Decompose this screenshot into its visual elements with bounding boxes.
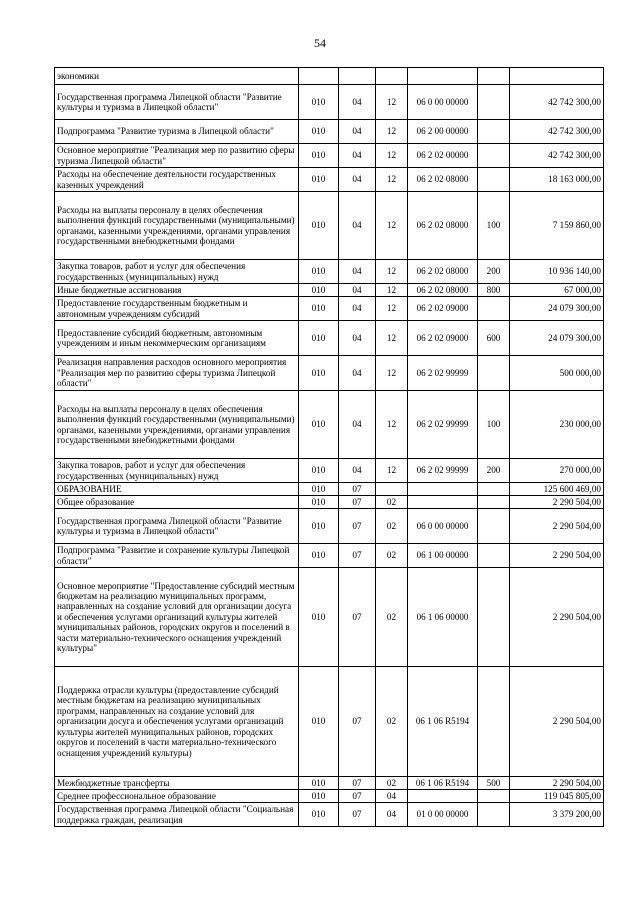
row-expense-type: 200 [478, 260, 510, 284]
row-gr-code: 010 [299, 790, 339, 803]
row-gr-code: 010 [299, 321, 339, 356]
row-amount: 18 163 000,00 [510, 168, 604, 192]
row-gr-code: 010 [299, 391, 339, 459]
row-subsection-code: 02 [376, 667, 408, 777]
row-expense-type: 800 [478, 284, 510, 297]
table-row [55, 321, 604, 356]
row-subsection-code [376, 483, 408, 496]
row-target-code: 01 0 00 00000 [408, 803, 478, 827]
row-expense-type: 100 [478, 391, 510, 459]
row-amount: 42 742 300,00 [510, 85, 604, 120]
row-amount: 7 159 860,00 [510, 192, 604, 260]
table-row [55, 568, 604, 667]
row-section-code: 07 [339, 544, 376, 568]
row-section-code: 07 [339, 790, 376, 803]
row-target-code: 06 2 02 08000 [408, 192, 478, 260]
row-subsection-code: 12 [376, 297, 408, 321]
row-expense-type [478, 803, 510, 827]
row-subsection-code: 02 [376, 509, 408, 544]
table-row [55, 459, 604, 483]
row-expense-type [478, 297, 510, 321]
row-name: Государственная программа Липецкой области "Социальная поддержка граждан, реализация [55, 803, 299, 827]
row-amount: 10 936 140,00 [510, 260, 604, 284]
row-section-code: 04 [339, 260, 376, 284]
table-row [55, 144, 604, 168]
row-section-code: 07 [339, 568, 376, 667]
row-subsection-code: 12 [376, 321, 408, 356]
row-target-code [408, 483, 478, 496]
row-name: Предоставление субсидий бюджетным, автономным учреждениям и иным некоммерческим организациям [55, 321, 299, 356]
row-amount: 67 000,00 [510, 284, 604, 297]
row-amount: 230 000,00 [510, 391, 604, 459]
row-subsection-code: 02 [376, 777, 408, 790]
row-target-code: 06 1 00 00000 [408, 544, 478, 568]
row-section-code: 04 [339, 356, 376, 391]
row-section-code: 04 [339, 85, 376, 120]
row-subsection-code: 12 [376, 144, 408, 168]
row-amount: 2 290 504,00 [510, 509, 604, 544]
row-amount: 2 290 504,00 [510, 496, 604, 509]
row-subsection-code: 04 [376, 803, 408, 827]
table-row [55, 391, 604, 459]
row-target-code: 06 2 02 00000 [408, 144, 478, 168]
row-name: Общее образование [55, 496, 299, 509]
row-amount: 270 000,00 [510, 459, 604, 483]
row-amount [510, 68, 604, 85]
row-name: Реализация направления расходов основного мероприятия "Реализация мер по развитию сферы туризма Липецкой области" [55, 356, 299, 391]
table-row [55, 284, 604, 297]
row-gr-code: 010 [299, 120, 339, 144]
row-gr-code: 010 [299, 144, 339, 168]
table-row [55, 168, 604, 192]
row-expense-type [478, 356, 510, 391]
table-row [55, 483, 604, 496]
row-section-code: 07 [339, 803, 376, 827]
table-row [55, 260, 604, 284]
row-target-code: 06 2 02 99999 [408, 391, 478, 459]
row-gr-code [299, 68, 339, 85]
row-amount: 500 000,00 [510, 356, 604, 391]
row-gr-code: 010 [299, 509, 339, 544]
row-amount: 42 742 300,00 [510, 120, 604, 144]
row-gr-code: 010 [299, 496, 339, 509]
row-amount: 119 045 805,00 [510, 790, 604, 803]
row-subsection-code: 04 [376, 790, 408, 803]
row-amount: 42 742 300,00 [510, 144, 604, 168]
row-section-code: 04 [339, 168, 376, 192]
table-row [55, 85, 604, 120]
row-gr-code: 010 [299, 483, 339, 496]
row-expense-type [478, 544, 510, 568]
row-gr-code: 010 [299, 777, 339, 790]
row-name: ОБРАЗОВАНИЕ [55, 483, 299, 496]
row-section-code: 07 [339, 483, 376, 496]
row-gr-code: 010 [299, 284, 339, 297]
row-target-code [408, 68, 478, 85]
row-expense-type [478, 483, 510, 496]
row-name: Расходы на обеспечение деятельности государственных казенных учреждений [55, 168, 299, 192]
table-row [55, 68, 604, 85]
row-target-code: 06 2 02 08000 [408, 168, 478, 192]
row-target-code: 06 1 06 00000 [408, 568, 478, 667]
row-name: Основное мероприятие "Реализация мер по развитию сферы туризма Липецкой области" [55, 144, 299, 168]
row-amount: 2 290 504,00 [510, 777, 604, 790]
row-expense-type [478, 68, 510, 85]
row-subsection-code: 12 [376, 168, 408, 192]
row-subsection-code: 12 [376, 192, 408, 260]
row-expense-type: 200 [478, 459, 510, 483]
row-target-code: 06 2 00 00000 [408, 120, 478, 144]
row-expense-type: 600 [478, 321, 510, 356]
row-target-code: 06 2 02 99999 [408, 356, 478, 391]
row-subsection-code: 12 [376, 85, 408, 120]
row-target-code: 06 2 02 09000 [408, 321, 478, 356]
table-row [55, 509, 604, 544]
row-section-code: 04 [339, 144, 376, 168]
table-row [55, 790, 604, 803]
row-subsection-code: 12 [376, 459, 408, 483]
row-name: Расходы на выплаты персоналу в целях обеспечения выполнения функций государственными (муниципальными) органами, казенными учреждениями, органами управления государственными внебюджетными фондами [55, 391, 299, 459]
row-target-code: 06 0 00 00000 [408, 509, 478, 544]
row-subsection-code: 02 [376, 568, 408, 667]
table-row [55, 192, 604, 260]
row-section-code: 04 [339, 120, 376, 144]
row-target-code: 06 2 02 09000 [408, 297, 478, 321]
row-gr-code: 010 [299, 85, 339, 120]
row-name: Поддержка отрасли культуры (предоставление субсидий местным бюджетам на реализацию муниципальных программ, направленных на создание условий для организации досуга и обеспечения услугами организаций культуры жителей муниципальных районов, городских округов и поселений в части материально-технического оснащения учреждений культуры) [55, 667, 299, 777]
row-amount: 125 600 469,00 [510, 483, 604, 496]
row-gr-code: 010 [299, 356, 339, 391]
row-gr-code: 010 [299, 568, 339, 667]
row-subsection-code: 12 [376, 260, 408, 284]
table-row [55, 803, 604, 827]
row-name: Предоставление государственным бюджетным и автономным учреждениям субсидий [55, 297, 299, 321]
budget-table [54, 67, 604, 827]
row-section-code: 04 [339, 297, 376, 321]
row-section-code: 04 [339, 391, 376, 459]
budget-table-body [55, 68, 604, 827]
row-name: экономики [55, 68, 299, 85]
row-name: Закупка товаров, работ и услуг для обеспечения государственных (муниципальных) нужд [55, 459, 299, 483]
row-subsection-code: 12 [376, 284, 408, 297]
row-gr-code: 010 [299, 168, 339, 192]
page-number: 54 [314, 36, 326, 50]
row-name: Среднее профессиональное образование [55, 790, 299, 803]
table-row [55, 120, 604, 144]
row-expense-type [478, 790, 510, 803]
row-name: Закупка товаров, работ и услуг для обеспечения государственных (муниципальных) нужд [55, 260, 299, 284]
row-target-code: 06 1 06 R5194 [408, 777, 478, 790]
row-expense-type [478, 168, 510, 192]
row-section-code: 07 [339, 667, 376, 777]
row-name: Расходы на выплаты персоналу в целях обеспечения выполнения функций государственными (муниципальными) органами, казенными учреждениями, органами управления государственными внебюджетными фондами [55, 192, 299, 260]
row-subsection-code: 12 [376, 120, 408, 144]
row-gr-code: 010 [299, 667, 339, 777]
table-row [55, 356, 604, 391]
row-expense-type [478, 120, 510, 144]
row-gr-code: 010 [299, 192, 339, 260]
row-expense-type [478, 85, 510, 120]
row-name: Иные бюджетные ассигнования [55, 284, 299, 297]
row-name: Основное мероприятие "Предоставление субсидий местным бюджетам на реализацию муниципальных программ, направленных на создание условий для организации досуга и обеспечения услугами организаций культуры жителей муниципальных районов, городских округов и поселений в части материально-технического оснащения учреждений культуры" [55, 568, 299, 667]
row-section-code: 04 [339, 192, 376, 260]
row-name: Подпрограмма "Развитие и сохранение культуры Липецкой области" [55, 544, 299, 568]
row-section-code [339, 68, 376, 85]
row-section-code: 07 [339, 496, 376, 509]
row-target-code: 06 2 02 99999 [408, 459, 478, 483]
row-expense-type: 100 [478, 192, 510, 260]
row-target-code: 06 2 02 08000 [408, 284, 478, 297]
row-gr-code: 010 [299, 459, 339, 483]
row-target-code [408, 790, 478, 803]
row-expense-type [478, 509, 510, 544]
row-amount: 2 290 504,00 [510, 544, 604, 568]
row-expense-type: 500 [478, 777, 510, 790]
table-row [55, 297, 604, 321]
row-name: Подпрограмма "Развитие туризма в Липецкой области" [55, 120, 299, 144]
row-subsection-code: 12 [376, 356, 408, 391]
row-target-code: 06 2 02 08000 [408, 260, 478, 284]
table-row [55, 777, 604, 790]
row-target-code: 06 1 06 R5194 [408, 667, 478, 777]
table-row [55, 496, 604, 509]
row-target-code [408, 496, 478, 509]
row-gr-code: 010 [299, 297, 339, 321]
row-section-code: 07 [339, 777, 376, 790]
row-section-code: 04 [339, 459, 376, 483]
row-section-code: 04 [339, 284, 376, 297]
row-expense-type [478, 667, 510, 777]
row-gr-code: 010 [299, 260, 339, 284]
row-expense-type [478, 144, 510, 168]
row-gr-code: 010 [299, 544, 339, 568]
row-amount: 2 290 504,00 [510, 568, 604, 667]
row-subsection-code [376, 68, 408, 85]
row-gr-code: 010 [299, 803, 339, 827]
row-target-code: 06 0 00 00000 [408, 85, 478, 120]
table-row [55, 544, 604, 568]
row-amount: 24 079 300,00 [510, 297, 604, 321]
row-expense-type [478, 568, 510, 667]
row-amount: 24 079 300,00 [510, 321, 604, 356]
row-expense-type [478, 496, 510, 509]
row-subsection-code: 02 [376, 544, 408, 568]
row-name: Государственная программа Липецкой области "Развитие культуры и туризма в Липецкой области" [55, 509, 299, 544]
row-section-code: 07 [339, 509, 376, 544]
table-row [55, 667, 604, 777]
row-amount: 2 290 504,00 [510, 667, 604, 777]
row-amount: 3 379 200,00 [510, 803, 604, 827]
row-section-code: 04 [339, 321, 376, 356]
row-subsection-code: 12 [376, 391, 408, 459]
row-name: Межбюджетные трансферты [55, 777, 299, 790]
row-subsection-code: 02 [376, 496, 408, 509]
row-name: Государственная программа Липецкой области "Развитие культуры и туризма в Липецкой области" [55, 85, 299, 120]
